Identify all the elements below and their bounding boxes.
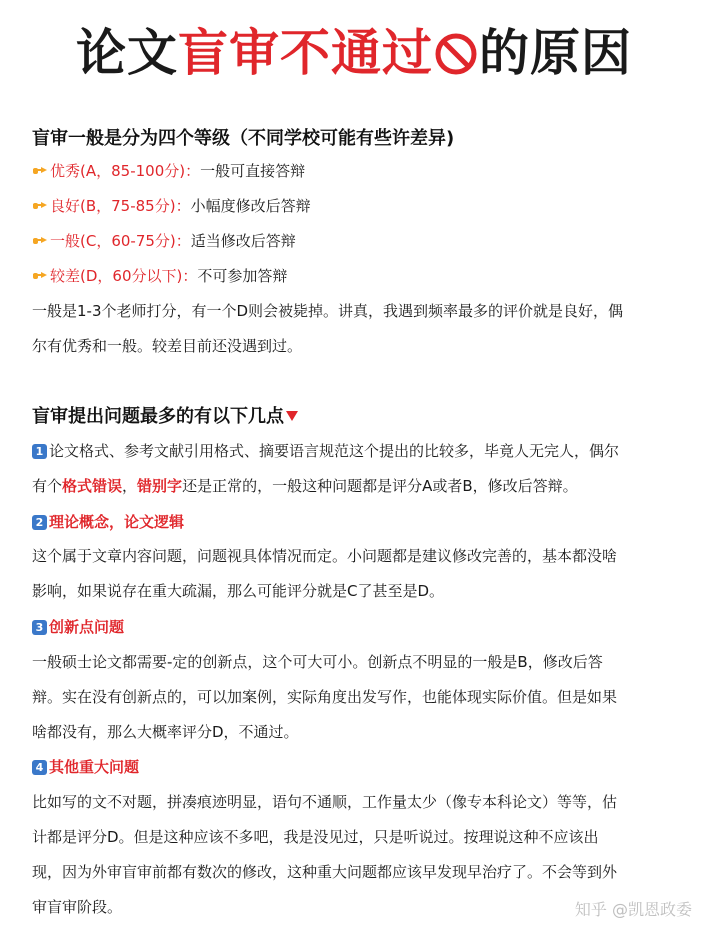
item2-line: 这个属于文章内容问题，问题视具体情况而定。小问题都是建议修改完善的，基本都没啥	[32, 547, 618, 565]
item1	[32, 434, 680, 504]
grade-desc: 适当修改后答辩	[190, 232, 296, 250]
pointing-hand-icon	[32, 198, 48, 212]
note-line: 一般是1-3个老师打分，有一个D则会被毙掉。讲真，我遇到频率最多的评价就是良好，偶	[32, 302, 624, 320]
item3-title	[32, 615, 124, 639]
no-entry-icon	[435, 33, 477, 75]
watermark: 知乎 @凯恩政委	[574, 900, 692, 919]
grade-desc: 不可参加答辩	[197, 267, 288, 285]
red-triangle-down-icon	[286, 410, 298, 422]
grade-label: 一般(C，60-75分)：	[50, 232, 191, 250]
title-part1: 论文	[76, 24, 178, 82]
number-3-icon: 3	[32, 620, 47, 635]
item2-line: 影响，如果说存在重大疏漏，那么可能评分就是C了甚至是D。	[32, 582, 445, 600]
page-title	[0, 18, 708, 88]
item1-sep: ，	[122, 477, 138, 495]
item3-line: 辩。实在没有创新点的，可以加案例，实际角度出发写作，也能体现实际价值。但是如果	[32, 688, 618, 706]
item1-text: 有个	[32, 477, 63, 495]
grade-item-d	[32, 264, 287, 288]
item4-title-text: 其他重大问题	[49, 758, 140, 776]
section1-heading: 盲审一般是分为四个等级（不同学校可能有些许差异)	[32, 128, 455, 149]
grade-item-b	[32, 194, 311, 218]
number-2-icon: 2	[32, 515, 47, 530]
grade-label: 良好(B，75-85分)：	[50, 197, 191, 215]
pointing-hand-icon	[32, 268, 48, 282]
item4-line: 审盲审阶段。	[32, 898, 123, 916]
grade-item-c	[32, 229, 296, 253]
item2-body	[32, 539, 680, 609]
item2-title	[32, 510, 184, 534]
highlight-typo: 错别字	[137, 477, 183, 495]
item4-line: 计都是评分D。但是这种应该不多吧，我是没见过，只是听说过。按理说这种不应该出	[32, 828, 599, 846]
grade-desc: 一般可直接答辩	[200, 162, 306, 180]
grade-item-a	[32, 159, 305, 183]
item3-body	[32, 645, 680, 750]
pointing-hand-icon	[32, 233, 48, 247]
title-part2: 盲审不通过	[178, 24, 433, 82]
item4-title	[32, 755, 139, 779]
grade-label: 较差(D，60分以下)：	[50, 267, 198, 285]
grade-label: 优秀(A，85-100分)：	[50, 162, 201, 180]
item1-line1	[32, 434, 680, 469]
grade-desc: 小幅度修改后答辩	[190, 197, 311, 215]
item3-line: 啥都没有，那么大概率评分D，不通过。	[32, 723, 299, 741]
highlight-format-error: 格式错误	[62, 477, 123, 495]
item1-text: 还是正常的，一般这种问题都是评分A或者B，修改后答辩。	[182, 477, 578, 495]
item3-title-text: 创新点问题	[49, 618, 125, 636]
item1-line2	[32, 469, 680, 504]
pointing-hand-icon	[32, 163, 48, 177]
section2-heading-text: 盲审提出问题最多的有以下几点	[32, 406, 284, 427]
item4-line: 比如写的文不对题，拼凑痕迹明显，语句不通顺，工作量太少（像专本科论文）等等，估	[32, 793, 618, 811]
number-1-icon: 1	[32, 444, 47, 459]
note-line: 尔有优秀和一般。较差目前还没遇到过。	[32, 337, 303, 355]
item4-line: 现，因为外审盲审前都有数次的修改，这种重大问题都应该早发现早治疗了。不会等到外	[32, 863, 618, 881]
item1-line1-text: 论文格式、参考文献引用格式、摘要语言规范这个提出的比较多，毕竟人无完人，偶尔	[49, 442, 620, 460]
item3-line: 一般硕士论文都需要-定的创新点，这个可大可小。创新点不明显的一般是B，修改后答	[32, 653, 603, 671]
section1-note	[32, 294, 680, 364]
number-4-icon: 4	[32, 760, 47, 775]
section2-heading	[32, 402, 298, 428]
item2-title-text: 理论概念，论文逻辑	[49, 513, 185, 531]
title-part3: 的原因	[479, 24, 632, 82]
